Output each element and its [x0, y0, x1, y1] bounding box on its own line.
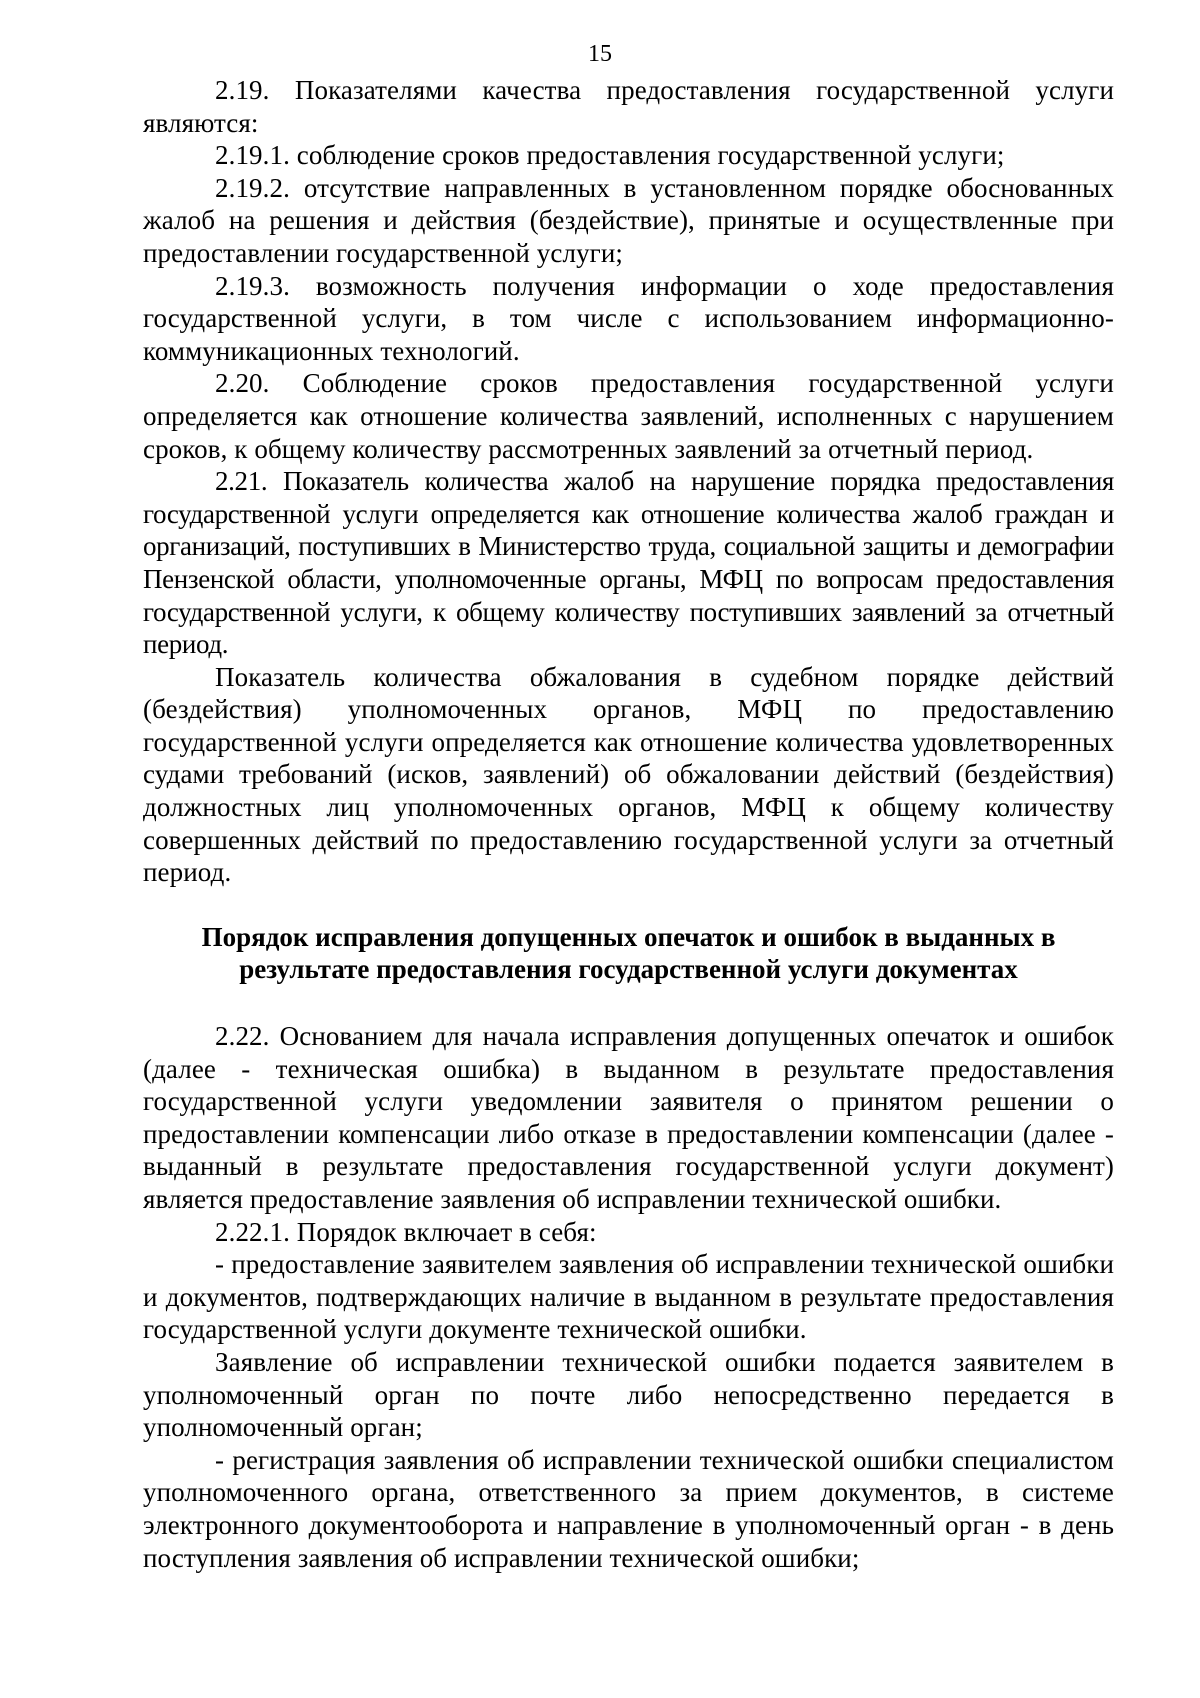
paragraph-2-22-1: 2.22.1. Порядок включает в себя:: [215, 1216, 597, 1247]
paragraph-application-delivery: Заявление об исправлении технической ошибки подается заявителем в уполномоченный орган по почте либо непосредственно передается в уполномоченный орган;: [143, 1346, 1114, 1443]
document-body: [143, 74, 1114, 1574]
paragraph-court-appeals: Показатель количества обжалования в судебном порядке действий (бездействия) уполномоченных органов, МФЦ по предоставлению государственной услуги определяется как отношение количества удовлетворенных судами требований (исков, заявлений) об обжаловании действий (бездействия) должностных лиц уполномоченных органов, МФЦ к общему количеству совершенных действий по предоставлению государственной услуги за отчетный период.: [143, 661, 1114, 888]
paragraph-2-19-1: 2.19.1. соблюдение сроков предоставления государственной услуги;: [215, 140, 1005, 171]
paragraph-2-19: 2.19. Показателями качества предоставления государственной услуги являются:: [143, 75, 1114, 138]
list-item-application-registration: - регистрация заявления об исправлении технической ошибки специалистом уполномоченного органа, ответственного за прием документов, в системе электронного документооборота и направление в уполномоченный орган - в день поступления заявления об исправлении технической ошибки;: [143, 1444, 1114, 1573]
section-heading-line-1: Порядок исправления допущенных опечаток и ошибок в выданных в: [201, 921, 1056, 952]
paragraph-2-21: 2.21. Показатель количества жалоб на нарушение порядка предоставления государственной услуги определяется как отношение количества жалоб граждан и организаций, поступивших в Министерство труда, социальной защиты и демографии Пензенской области, уполномоченные органы, МФЦ по вопросам предоставления государственной услуги, к общему количеству поступивших заявлений за отчетный период.: [143, 466, 1114, 660]
paragraph-2-19-2: 2.19.2. отсутствие направленных в установленном порядке обоснованных жалоб на решения и действия (бездействие), принятые и осуществленные при предоставлении государственной услуги;: [143, 172, 1114, 268]
section-heading: [143, 921, 1114, 986]
list-item-application-submission: - предоставление заявителем заявления об исправлении технической ошибки и документов, подтверждающих наличие в выданном в результате предоставления государственной услуги документе технической ошибки.: [143, 1249, 1114, 1345]
section-heading-line-2: результате предоставления государственной услуги документах: [239, 954, 1018, 985]
paragraph-2-19-3: 2.19.3. возможность получения информации о ходе предоставления государственной услуги, в том числе с использованием информационно-коммуникационных технологий.: [143, 270, 1114, 366]
paragraph-2-22: 2.22. Основанием для начала исправления допущенных опечаток и ошибок (далее - техническая ошибка) в выданном в результате предоставления государственной услуги уведомлении заявителя о принятом решении о предоставлении компенсации либо отказе в предоставлении компенсации (далее - выданный в результате предоставления государственной услуги документ) является предоставление заявления об исправлении технической ошибки.: [143, 1021, 1114, 1214]
paragraph-2-20: 2.20. Соблюдение сроков предоставления государственной услуги определяется как отношение количества заявлений, исполненных с нарушением сроков, к общему количеству рассмотренных заявлений за отчетный период.: [143, 368, 1114, 464]
page-number: 15: [588, 41, 612, 67]
